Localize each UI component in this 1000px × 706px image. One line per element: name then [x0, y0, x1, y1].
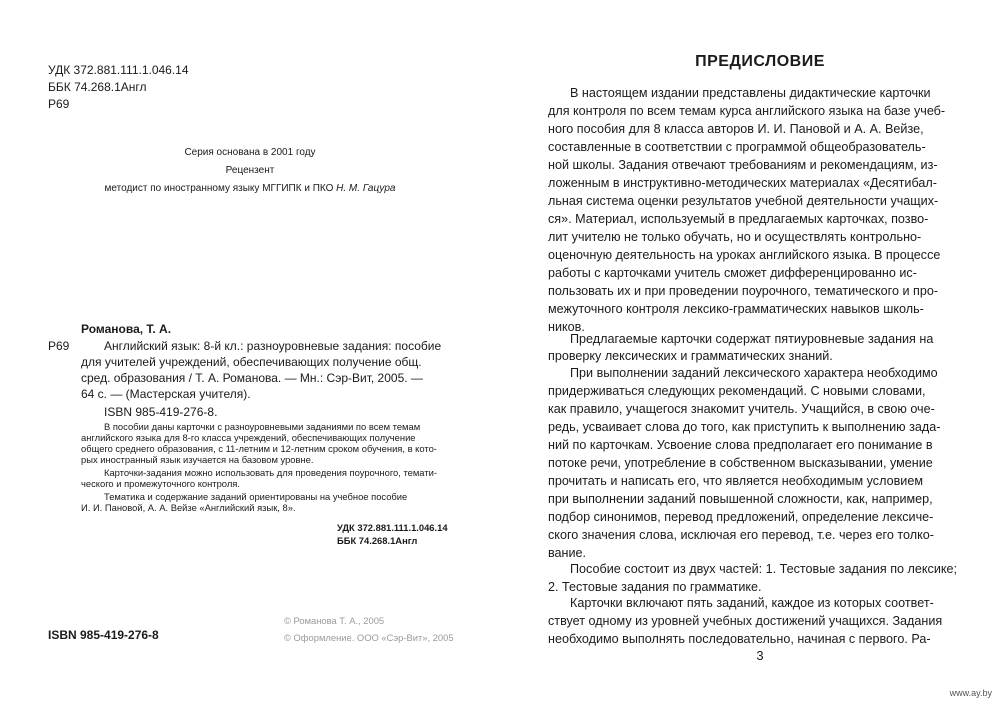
text-line: придерживаться следующих рекомендаций. С новыми словами,: [548, 384, 926, 398]
text-line: Пособие состоит из двух частей: 1. Тестовые задания по лексике;: [570, 562, 958, 576]
text-line: составленные в соответствии с программой общеобразователь-: [548, 140, 926, 154]
annotation-line: общего среднего образования, с 11-летним и 12-летним сроком обучения, в кото-: [81, 443, 437, 454]
reviewer-text: методист по иностранному языку МГГИПК и ПКО: [104, 183, 334, 194]
text-line: Предлагаемые карточки содержат пятиуровневые задания на: [570, 332, 934, 346]
udk-code: УДК 372.881.111.1.046.14: [48, 63, 189, 77]
catalog-line: для учителей учреждений, обеспечивающих получение общ.: [81, 355, 422, 369]
isbn-card: ISBN 985-419-276-8.: [104, 405, 218, 419]
text-line: Карточки включают пять заданий, каждое из которых соответ-: [570, 596, 934, 610]
text-line: ложенным в инструктивно-методических материалах «Десятибал-: [548, 176, 937, 190]
text-line: ного пособия для 8 класса авторов И. И. Пановой и А. А. Вейзе,: [548, 122, 924, 136]
text-line: при выполнении заданий повышенной сложности, как, например,: [548, 492, 933, 506]
text-line: необходимо выполнять последовательно, начиная с первого. Ра-: [548, 632, 931, 646]
text-line: При выполнении заданий лексического характера необходимо: [570, 366, 938, 380]
text-line: межуточного контроля лексико-грамматических навыков школь-: [548, 302, 924, 316]
annotation-line: английского языка для 8-го класса учреждений, обеспечивающих получение: [81, 432, 416, 443]
udk-code-bottom: УДК 372.881.111.1.046.14: [337, 522, 448, 533]
text-line: ной школы. Задания отвечают требованиям и рекомендациям, из-: [548, 158, 938, 172]
text-line: В настоящем издании представлены дидактические карточки: [570, 86, 931, 100]
text-line: льная система оценки результатов учебной деятельности учащих-: [548, 194, 939, 208]
right-page: [500, 0, 1000, 706]
reviewer-title: Рецензент: [225, 165, 275, 176]
author-mark: Р69: [48, 97, 70, 111]
annotation-line: Карточки-задания можно использовать для проведения поурочного, темати-: [104, 467, 437, 478]
text-line: оценочную деятельность на уроках английского языка. В процессе: [548, 248, 941, 262]
text-line: ся». Материал, используемый в предлагаемых карточках, позво-: [548, 212, 929, 226]
annotation-line: рых иностранный язык изучается на базовом уровне.: [81, 454, 314, 465]
catalog-code: Р69: [48, 339, 70, 353]
text-line: для контроля по всем темам курса английского языка на базе учеб-: [548, 104, 946, 118]
author-heading: Романова, Т. А.: [81, 322, 172, 336]
text-line: ствует одному из уровней учебных достижений учащихся. Задания: [548, 614, 943, 628]
reviewer-line: [0, 180, 500, 198]
text-line: ского значения слова, исключая его перевод, т.е. через его толко-: [548, 528, 934, 542]
copyright-line: © Оформление. ООО «Сэр-Вит», 2005: [284, 632, 454, 643]
isbn-bottom: ISBN 985-419-276-8: [48, 628, 159, 642]
page-number: 3: [756, 648, 764, 663]
series-note: Серия основана в 2001 году: [184, 147, 316, 158]
text-line: как правило, учащегося знакомит учитель. Учащийся, в свою оче-: [548, 402, 935, 416]
catalog-line: сред. образования / Т. А. Романова. — Мн.: Сэр-Вит, 2005. —: [81, 371, 423, 385]
text-line: редь, усваивает слова до того, как приступить к выполнению зада-: [548, 420, 941, 434]
text-line: пользовать их и при проведении поурочного, тематического и про-: [548, 284, 939, 298]
text-line: работы с карточками учитель сможет дифференцированно ис-: [548, 266, 917, 280]
text-line: ний по карточкам. Усвоение слова предполагает его понимание в: [548, 438, 933, 452]
bbk-code-bottom: ББК 74.268.1Англ: [337, 535, 418, 546]
catalog-line: 64 с. — (Мастерская учителя).: [81, 387, 251, 401]
catalog-line: Английский язык: 8-й кл.: разноуровневые задания: пособие: [104, 339, 442, 353]
text-line: проверку лексических и грамматических знаний.: [548, 349, 833, 363]
page-title: ПРЕДИСЛОВИЕ: [695, 53, 825, 70]
text-line: прочитать и написать его, что является необходимым условием: [548, 474, 923, 488]
text-line: вание.: [548, 546, 587, 560]
text-line: лит учителю не только обучать, но и осуществлять контрольно-: [548, 230, 922, 244]
annotation-line: ческого и промежуточного контроля.: [81, 478, 240, 489]
copyright-line: © Романова Т. А., 2005: [284, 615, 385, 626]
watermark: www.ay.by: [949, 688, 992, 698]
annotation-line: Тематика и содержание заданий ориентированы на учебное пособие: [104, 491, 408, 502]
text-line: ников.: [548, 320, 585, 334]
text-line: 2. Тестовые задания по грамматике.: [548, 580, 762, 594]
annotation-line: И. И. Пановой, А. А. Вейзе «Английский язык, 8».: [81, 502, 296, 513]
annotation-line: В пособии даны карточки с разноуровневыми заданиями по всем темам: [104, 421, 421, 432]
reviewer-name: Н. М. Гацура: [336, 183, 396, 194]
text-line: потоке речи, употребление в собственном высказывании, умение: [548, 456, 933, 470]
text-line: подбор синонимов, перевод предложений, определение лексиче-: [548, 510, 934, 524]
bbk-code: ББК 74.268.1Англ: [48, 80, 147, 94]
